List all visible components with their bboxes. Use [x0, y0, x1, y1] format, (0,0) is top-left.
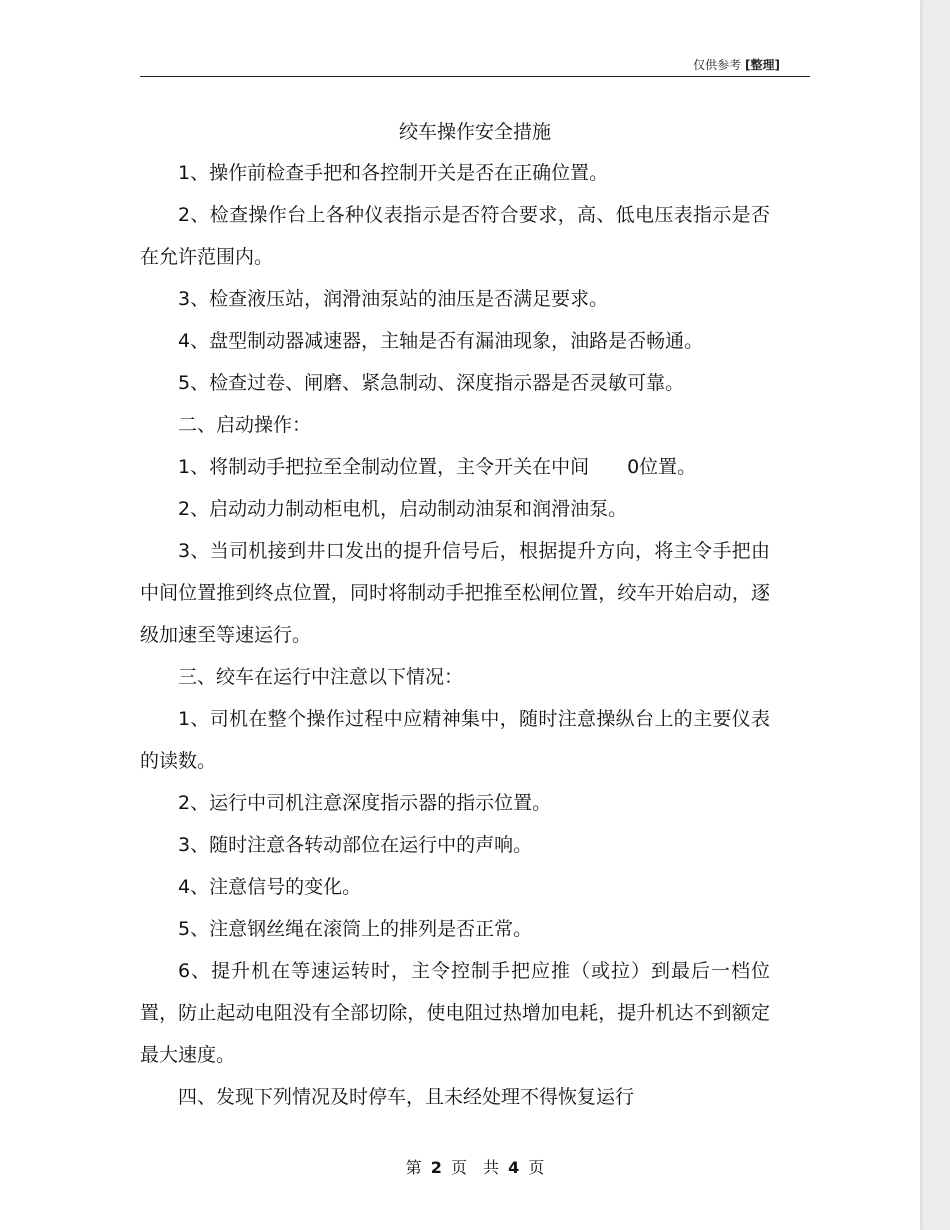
header-note-prefix: 仅供参考 — [693, 58, 742, 72]
header-divider — [140, 76, 810, 77]
footer-total-pages: 4 — [508, 1158, 520, 1177]
paragraph: 3、检查液压站，润滑油泵站的油压是否满足要求。 — [178, 288, 609, 310]
section-heading: 二、启动操作： — [178, 414, 312, 436]
paragraph: 1、操作前检查手把和各控制开关是否在正确位置。 — [178, 162, 609, 184]
page-header-note — [693, 56, 780, 73]
paragraph: 5、检查过卷、闸磨、紧急制动、深度指示器是否灵敏可靠。 — [178, 372, 685, 394]
paragraph: 3、当司机接到井口发出的提升信号后，根据提升方向，将主令手把由中间位置推到终点位置，同时将制动手把推至松闸位置，绞车开始启动，逐级加速至等速运行。 — [140, 540, 770, 646]
footer-current-page: 2 — [430, 1158, 442, 1177]
paragraph: 1、将制动手把拉至全制动位置，主令开关在中间 0位置。 — [178, 456, 697, 478]
page-footer — [0, 1155, 950, 1178]
paragraph: 4、盘型制动器减速器，主轴是否有漏油现象，油路是否畅通。 — [178, 330, 704, 352]
header-note-tag: [整理] — [745, 58, 780, 72]
section-heading: 三、绞车在运行中注意以下情况： — [178, 666, 464, 688]
section-heading: 四、发现下列情况及时停车，且未经处理不得恢复运行 — [178, 1086, 635, 1108]
paragraph: 2、启动动力制动柜电机，启动制动油泵和润滑油泵。 — [178, 498, 628, 520]
document-body — [140, 152, 770, 1118]
footer-prefix: 第 — [405, 1158, 422, 1177]
paragraph: 3、随时注意各转动部位在运行中的声响。 — [178, 834, 533, 856]
document-title: 绞车操作安全措施 — [398, 121, 551, 143]
footer-middle: 页 共 — [450, 1158, 499, 1177]
paragraph: 2、运行中司机注意深度指示器的指示位置。 — [178, 792, 552, 814]
paragraph: 1、司机在整个操作过程中应精神集中，随时注意操纵台上的主要仪表的读数。 — [140, 708, 770, 772]
paragraph: 4、注意信号的变化。 — [178, 876, 362, 898]
footer-suffix: 页 — [528, 1158, 545, 1177]
paragraph: 2、检查操作台上各种仪表指示是否符合要求，高、低电压表指示是否在允许范围内。 — [140, 204, 770, 268]
paragraph: 6、提升机在等速运转时，主令控制手把应推（或拉）到最后一档位置，防止起动电阻没有全部切除，使电阻过热增加电耗，提升机达不到额定最大速度。 — [140, 960, 770, 1066]
paragraph: 5、注意钢丝绳在滚筒上的排列是否正常。 — [178, 918, 533, 940]
